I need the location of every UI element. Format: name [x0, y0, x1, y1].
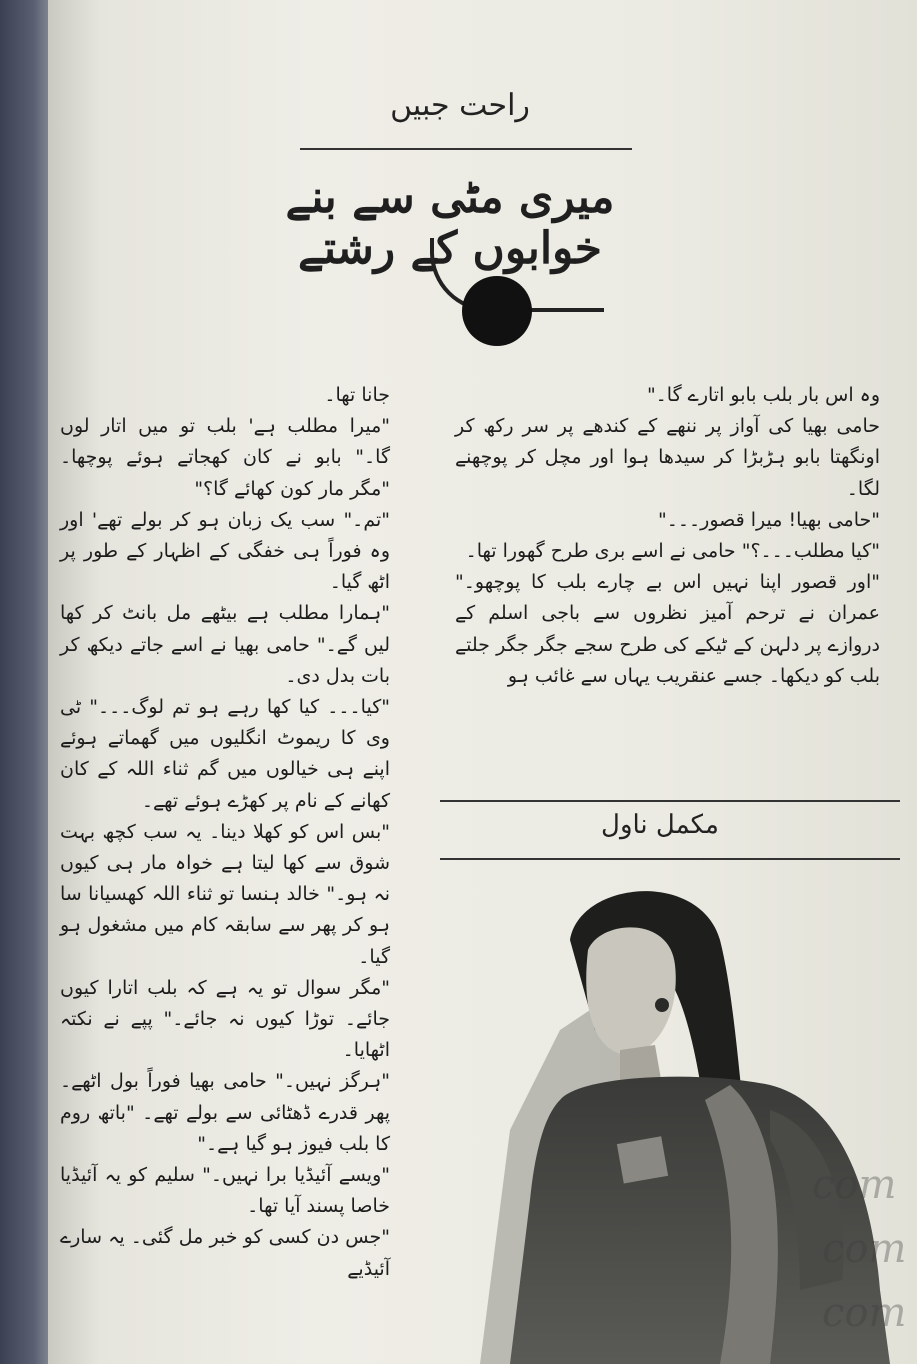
paragraph: "جس دن کسی کو خبر مل گئی۔ یہ سارے آئیڈیے — [60, 1226, 390, 1280]
paragraph: "کیا مطلب۔۔۔؟" حامی نے اسے بری طرح گھورا تھا۔ — [465, 540, 880, 563]
section-label: مکمل ناول — [601, 810, 719, 840]
paragraph: "اور قصور اپنا نہیں اس بے چارے بلب کا پوچھو۔" عمران نے ترحم آمیز نظروں سے باجی اسلم کے دروازے پر دلہن کے ٹیکے کی طرح سجے جگر جگر جلتے بلب کو دیکھا۔ جسے عنقریب یہاں سے غائب ہو — [455, 571, 880, 687]
paragraph: حامی بھیا کی آواز پر ننھے کے کندھے پر سر رکھ کر اونگھتا بابو ہڑبڑا کر سیدھا ہوا اور مچل کر پوچھنے لگا۔ — [455, 415, 880, 500]
paragraph: "ہرگز نہیں۔" حامی بھیا فوراً بول اٹھے۔ پھر قدرے ڈھٹائی سے بولے تھے۔ "باتھ روم کا بلب فیوز ہو گیا ہے۔" — [60, 1070, 390, 1155]
paragraph: "حامی بھیا! میرا قصور۔۔۔" — [658, 508, 880, 531]
author-name: راحت جبیں — [390, 88, 530, 123]
paragraph: "مگر سوال تو یہ ہے کہ بلب اتارا کیوں جائے۔ توڑا کیوں نہ جائے۔" پپے نے نکتہ اٹھایا۔ — [60, 976, 390, 1062]
text-column-left — [60, 380, 390, 1285]
section-rule-bottom — [440, 858, 900, 860]
watermark: com — [822, 1290, 907, 1336]
paragraph: "بس اس کو کھلا دینا۔ یہ سب کچھ بہت شوق سے کھا لیتا ہے خواہ مار ہی کیوں نہ ہو۔" خالد ہنسا تو ثناء اللہ کھسیانا سا ہو کر پھر سے سابقہ کام میں مشغول ہو گیا۔ — [60, 820, 390, 968]
watermark: com — [812, 1162, 897, 1208]
paragraph: "ویسے آئیڈیا برا نہیں۔" سلیم کو یہ آئیڈیا خاصا پسند آیا تھا۔ — [60, 1164, 390, 1218]
section-rule-top — [440, 800, 900, 802]
author-rule — [300, 148, 632, 150]
dress-patch — [617, 1136, 668, 1183]
paragraph: "ہمارا مطلب ہے بیٹھے مل بانٹ کر کھا لیں گے۔" حامی بھیا نے اسے جاتے دیکھ کر بات بدل دی۔ — [60, 602, 390, 687]
paragraph: جانا تھا۔ — [324, 384, 390, 406]
paragraph: وہ اس بار بلب بابو اتارے گا۔" — [646, 384, 880, 406]
paragraph: "کیا۔۔۔ کیا کھا رہے ہو تم لوگ۔۔۔" ٹی وی کا ریموٹ انگلیوں میں گھماتے ہوئے اپنے ہی خیالوں میں گم ثناء اللہ کے کان کھانے کے نام پر کھڑے ہوئے تھے۔ — [60, 696, 390, 812]
face — [586, 927, 676, 1055]
text-column-right — [455, 380, 880, 692]
novel-title: میری مٹی سے بنے خوابوں کے رشتے — [285, 172, 615, 274]
paragraph: "میرا مطلب ہے' بلب تو میں اتار لوں گا۔" بابو نے کان کھجاتے ہوئے پوچھا۔ "مگر مار کون کھائے گا؟" — [60, 415, 390, 500]
earring — [655, 998, 669, 1012]
watermark: com — [822, 1226, 907, 1272]
paragraph: "تم۔" سب یک زبان ہو کر بولے تھے' اور وہ فوراً ہی خفگی کے اظہار کے طور پر اٹھ گیا۔ — [60, 508, 390, 594]
title-dot — [462, 276, 532, 346]
